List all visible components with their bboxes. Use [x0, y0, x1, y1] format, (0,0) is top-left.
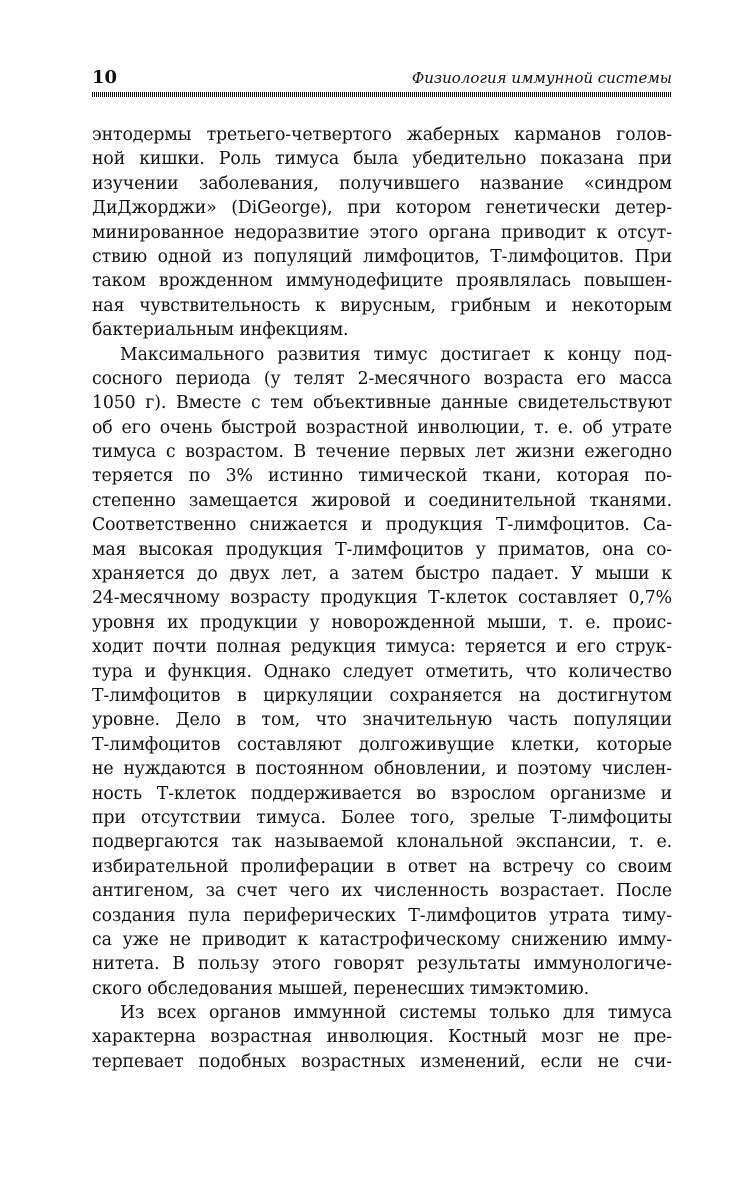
text-line: храняется до двух лет, а затем быстро падает. У мыши к	[92, 564, 672, 585]
text-line: степенно замещается жировой и соединительной тканями.	[92, 490, 672, 511]
text-line: изучении заболевания, получившего название «синдром	[92, 173, 672, 194]
text-line: ского обследования мышей, перенесших тимэктомию.	[92, 978, 589, 999]
text-line: тура и функция. Однако следует отметить, что количество	[92, 661, 672, 682]
book-page	[92, 66, 672, 1074]
text-line: бактериальным инфекциям.	[92, 320, 349, 341]
body-text	[92, 123, 672, 1074]
text-line: мая высокая продукция Т-лимфоцитов у приматов, она со-	[92, 539, 672, 560]
paragraph	[92, 123, 672, 343]
text-line: избирательной пролиферации в ответ на встречу со своим	[92, 856, 672, 877]
text-line: Из всех органов иммунной системы только для тимуса	[120, 1003, 672, 1024]
text-line: Максимального развития тимус достигает к концу под-	[120, 344, 672, 365]
text-line: нитета. В пользу этого говорят результаты иммунологиче-	[92, 954, 672, 975]
text-line: терпевает подобных возрастных изменений, если не счи-	[92, 1051, 672, 1072]
text-line: подвергаются так называемой клональной экспансии, т. е.	[92, 832, 672, 853]
text-line: 1050 г). Вместе с тем объективные данные свидетельствуют	[92, 393, 672, 414]
text-line: теряется по 3% истинно тимической ткани, которая по-	[92, 466, 672, 487]
text-line: ная чувствительность к вирусным, грибным и некоторым	[92, 295, 672, 316]
text-line: таком врожденном иммунодефиците проявлялась повышен-	[92, 271, 672, 292]
text-line: создания пула периферических Т-лимфоцитов утрата тиму-	[92, 905, 672, 926]
paragraph	[92, 343, 672, 1002]
text-line: не нуждаются в постоянном обновлении, и поэтому числен-	[92, 759, 672, 780]
text-line: энтодермы третьего-четвертого жаберных карманов голов-	[92, 125, 672, 145]
text-line: ходит почти полная редукция тимуса: теряется и его струк-	[92, 637, 672, 658]
text-line: ной кишки. Роль тимуса была убедительно показана при	[92, 149, 672, 170]
text-line: антигеном, за счет чего их численность возрастает. После	[92, 881, 672, 902]
text-line: об его очень быстрой возрастной инволюции, т. е. об утрате	[92, 417, 672, 438]
running-header	[92, 66, 672, 90]
text-line: Соответственно снижается и продукция Т-лимфоцитов. Са-	[92, 515, 672, 536]
text-line: характерна возрастная инволюция. Костный мозг не пре-	[92, 1027, 672, 1048]
text-line: ДиДжорджи» (DiGeorge), при котором генетически детер-	[92, 198, 672, 219]
paragraph	[92, 1001, 672, 1074]
text-line: са уже не приводит к катастрофическому снижению имму-	[92, 929, 672, 950]
text-line: уровне. Дело в том, что значительную часть популяции	[92, 710, 672, 731]
text-line: уровня их продукции у новорожденной мыши, т. е. проис-	[92, 612, 672, 633]
text-line: минированное недоразвитие этого органа приводит к отсут-	[92, 222, 672, 243]
text-line: Т-лимфоцитов в циркуляции сохраняется на достигнутом	[92, 685, 672, 706]
text-line: сосного периода (у телят 2-месячного возраста его масса	[92, 368, 672, 389]
text-line: при отсутствии тимуса. Более того, зрелые Т-лимфоциты	[92, 807, 672, 828]
section-title: Физиология иммунной системы	[411, 69, 672, 87]
text-line: тимуса с возрастом. В течение первых лет жизни ежегодно	[92, 442, 672, 463]
text-line: ствию одной из популяций лимфоцитов, Т-лимфоцитов. При	[92, 246, 672, 267]
page-number: 10	[92, 67, 118, 88]
text-line: 24-месячному возрасту продукция Т-клеток составляет 0,7%	[92, 588, 672, 609]
text-line: Т-лимфоцитов составляют долгоживущие клетки, которые	[92, 734, 672, 755]
header-rule	[92, 92, 672, 97]
text-line: ность Т-клеток поддерживается во взрослом организме и	[92, 783, 672, 804]
